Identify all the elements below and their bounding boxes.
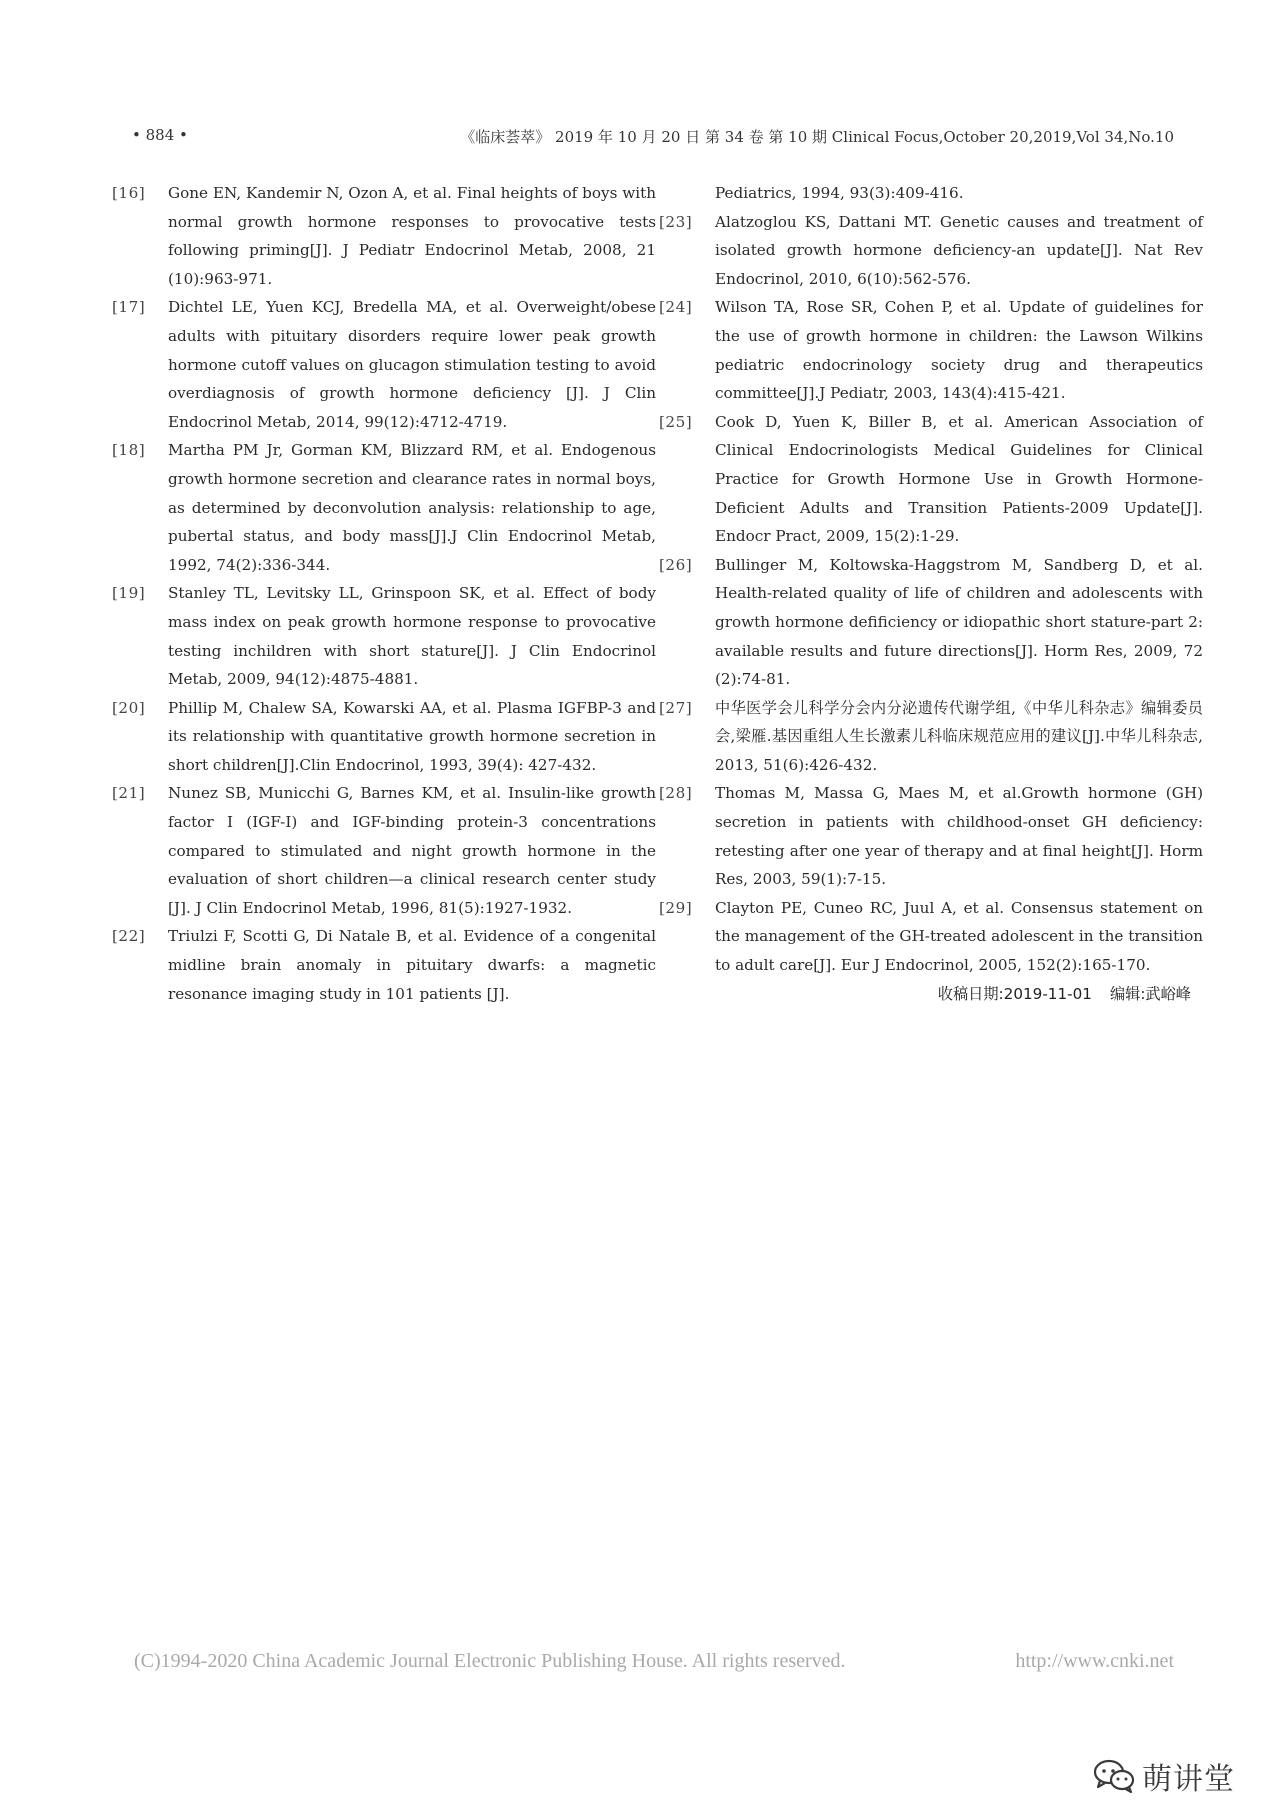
- reference-item: [112, 779, 656, 922]
- reference-item-continued: [659, 179, 1203, 208]
- reference-item: [112, 436, 656, 579]
- reference-item: [659, 551, 1203, 694]
- reference-number: [25]: [659, 412, 693, 431]
- reference-number: [19]: [112, 584, 146, 603]
- wechat-icon: [1092, 1759, 1136, 1793]
- reference-text: Dichtel LE, Yuen KCJ, Bredella MA, et al. Overweight/obese adults with pituitary disorders require lower peak growth hormone cutoff values on glucagon stimulation testing to avoid overdiagnosis of growth hormone deficiency [J]. J Clin Endocrinol Metab, 2014, 99(12):4712-4719.: [168, 298, 656, 431]
- reference-text: Alatzoglou KS, Dattani MT. Genetic causes and treatment of isolated growth hormone deficiency-an update[J]. Nat Rev Endocrinol, 2010, 6(10):562-576.: [715, 212, 1203, 288]
- reference-text: Triulzi F, Scotti G, Di Natale B, et al. Evidence of a congenital midline brain anomaly in pituitary dwarfs: a magnetic resonance imaging study in 101 patients [J].: [168, 927, 656, 1003]
- reference-text: 中华医学会儿科学分会内分泌遗传代谢学组,《中华儿科杂志》编辑委员会,梁雁.基因重组人生长激素儿科临床规范应用的建议[J].中华儿科杂志, 2013, 51(6):426-432.: [715, 698, 1203, 774]
- reference-text: Gone EN, Kandemir N, Ozon A, et al. Final heights of boys with normal growth hormone responses to provocative tests following priming[J]. J Pediatr Endocrinol Metab, 2008, 21 (10):963-971.: [168, 184, 656, 288]
- reference-text: Martha PM Jr, Gorman KM, Blizzard RM, et al. Endogenous growth hormone secretion and clearance rates in normal boys, as determined by deconvolution analysis: relationship to age, pubertal status, and body mass[J].J Clin Endocrinol Metab, 1992, 74(2):336-344.: [168, 441, 656, 574]
- reference-item: [112, 293, 656, 436]
- reference-number: [659, 179, 715, 208]
- received-date: 收稿日期:2019-11-01: [937, 984, 1092, 1003]
- reference-number: [27]: [659, 698, 693, 717]
- reference-item: [112, 579, 656, 693]
- journal-title: 《临床荟萃》 2019 年 10 月 20 日 第 34 卷 第 10 期 Clinical Focus,October 20,2019,Vol 34,No.10: [460, 128, 1174, 146]
- page-header: [132, 126, 1174, 148]
- reference-number: [29]: [659, 898, 693, 917]
- article-meta: [659, 980, 1203, 1009]
- reference-text: Pediatrics, 1994, 93(3):409-416.: [715, 184, 964, 202]
- reference-number: [22]: [112, 927, 146, 946]
- reference-number: [28]: [659, 784, 693, 803]
- reference-item: [659, 208, 1203, 294]
- copyright-text: (C)1994-2020 China Academic Journal Electronic Publishing House. All rights reserved.: [134, 1650, 846, 1672]
- brand-name: 萌讲堂: [1142, 1762, 1235, 1797]
- editor-name: 编辑:武峪峰: [1109, 984, 1191, 1003]
- reference-number: [20]: [112, 698, 146, 717]
- footer-url-link[interactable]: http://www.cnki.net: [1015, 1650, 1174, 1672]
- reference-number: [23]: [659, 212, 693, 231]
- reference-text: Thomas M, Massa G, Maes M, et al.Growth hormone (GH) secretion in patients with childhood-onset GH deficiency: retesting after one year of therapy and at final height[J]. Horm Res, 2003, 59(1):7-15.: [715, 784, 1203, 889]
- page-number: • 884 •: [132, 126, 188, 144]
- references-right-column: [659, 179, 1203, 1008]
- reference-number: [18]: [112, 441, 146, 460]
- reference-number: [17]: [112, 298, 146, 317]
- reference-text: Cook D, Yuen K, Biller B, et al. American Association of Clinical Endocrinologists Medical Guidelines for Clinical Practice for Growth Hormone Use in Growth Hormone-Deficient Adults and Transition Patients-2009 Update[J]. Endocr Pract, 2009, 15(2):1-29.: [715, 412, 1203, 546]
- reference-item: [659, 293, 1203, 407]
- reference-item: [659, 408, 1203, 551]
- reference-item: [659, 779, 1203, 893]
- reference-text: Bullinger M, Koltowska-Haggstrom M, Sandberg D, et al. Health-related quality of life of children and adolescents with growth hormone defificiency or idiopathic short stature-part 2: available results and future directions[J]. Horm Res, 2009, 72 (2):74-81.: [715, 555, 1203, 689]
- reference-number: [24]: [659, 298, 693, 317]
- reference-text: Stanley TL, Levitsky LL, Grinspoon SK, et al. Effect of body mass index on peak growth hormone response to provocative testing inchildren with short stature[J]. J Clin Endocrinol Metab, 2009, 94(12):4875-4881.: [168, 584, 656, 689]
- copyright-footer: [134, 1650, 1174, 1673]
- reference-number: [16]: [112, 184, 146, 202]
- reference-item: [112, 179, 656, 293]
- reference-item: [112, 922, 656, 1008]
- reference-number: [26]: [659, 555, 693, 574]
- references-left-column: [112, 179, 656, 1008]
- reference-number: [21]: [112, 784, 146, 803]
- reference-item: [659, 894, 1203, 980]
- reference-text: Phillip M, Chalew SA, Kowarski AA, et al. Plasma IGFBP-3 and its relationship with quantitative growth hormone secretion in short children[J].Clin Endocrinol, 1993, 39(4): 427-432.: [168, 698, 656, 774]
- reference-text: Wilson TA, Rose SR, Cohen P, et al. Update of guidelines for the use of growth hormone in children: the Lawson Wilkins pediatric endocrinology society drug and therapeutics committee[J].J Pediatr, 2003, 143(4):415-421.: [715, 298, 1203, 403]
- reference-item: [112, 694, 656, 780]
- watermark-brand: [1092, 1754, 1235, 1798]
- reference-text: Clayton PE, Cuneo RC, Juul A, et al. Consensus statement on the management of the GH-treated adolescent in the transition to adult care[J]. Eur J Endocrinol, 2005, 152(2):165-170.: [715, 898, 1203, 975]
- reference-text: Nunez SB, Municchi G, Barnes KM, et al. Insulin-like growth factor I (IGF-I) and IGF-binding protein-3 concentrations compared to stimulated and night growth hormone in the evaluation of short children—a clinical research center study [J]. J Clin Endocrinol Metab, 1996, 81(5):1927-1932.: [168, 784, 656, 917]
- reference-item: [659, 694, 1203, 780]
